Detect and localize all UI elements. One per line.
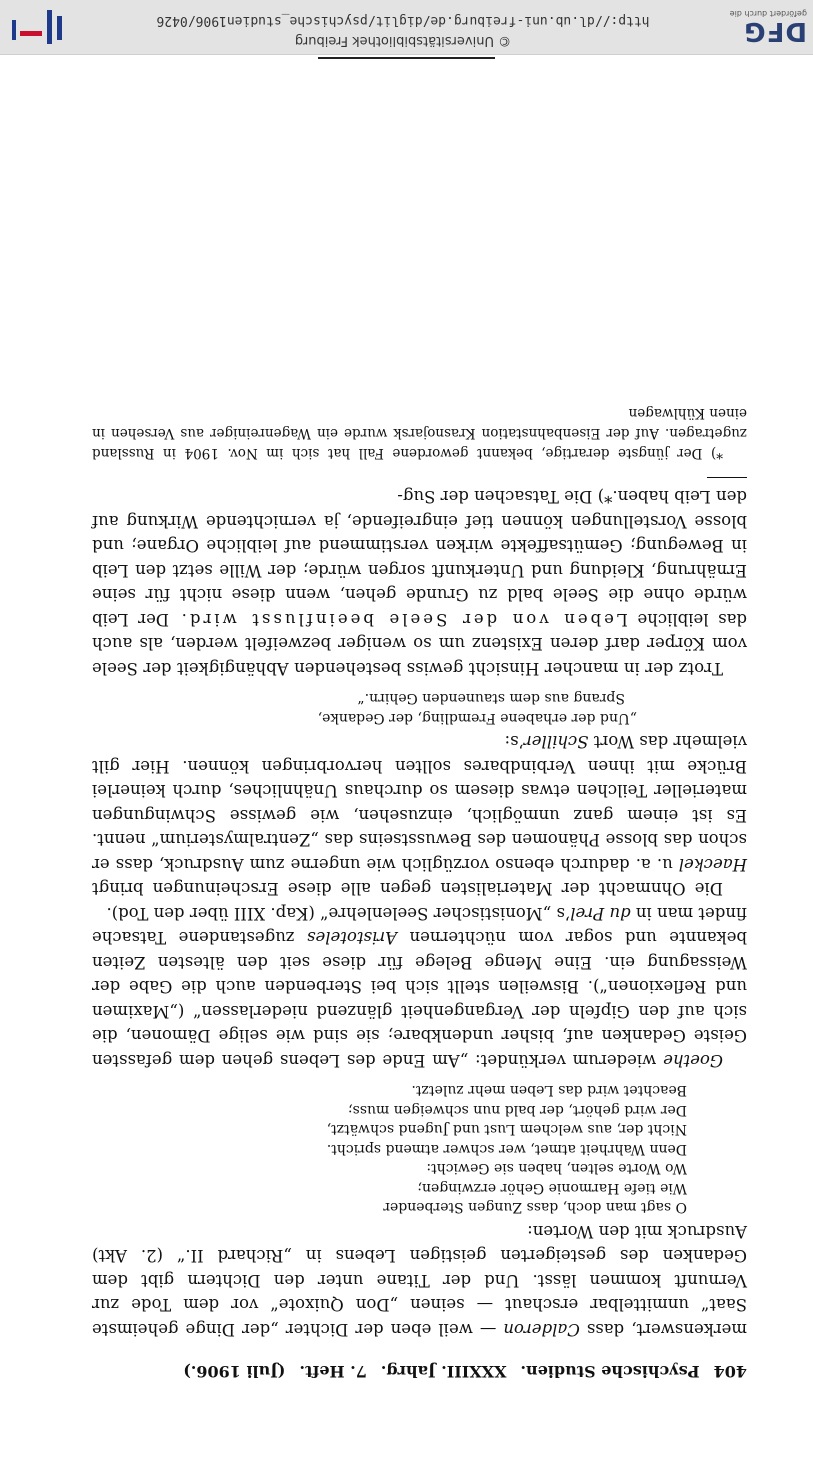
verse-line: „Und der erhabene Fremdling, der Gedanke, bbox=[317, 710, 637, 726]
text-run: Die Ohnmacht der Materialisten gegen alle diese Erscheinungen bringt bbox=[92, 879, 723, 899]
footnote: *) Der jüngste derartige, bekannt gewordene Fall hat sich im Nov. 1904 in Russland zugetragen. Auf der Eisenbahnstation Krasnojarsk wurde ein Wagenreiniger aus Versehen in einen Kühlwagen bbox=[92, 405, 747, 462]
issue: 7. Heft. bbox=[299, 1362, 367, 1381]
verse-line: Wo Worte selten, haben sie Gewicht: bbox=[426, 1160, 687, 1177]
paragraph-4 bbox=[92, 484, 747, 680]
paragraph-1 bbox=[92, 1219, 747, 1342]
page-content bbox=[92, 390, 747, 1383]
dfg-logo-text: DFG bbox=[743, 16, 807, 46]
separator-line bbox=[318, 57, 495, 59]
verse-line: Der wird gehört, der bald nun schweigen muss; bbox=[347, 1102, 687, 1118]
running-header bbox=[92, 1359, 747, 1383]
emphasis: du Prel bbox=[570, 904, 631, 923]
emphasis: Schiller bbox=[523, 732, 589, 752]
text-run: ’s: bbox=[504, 732, 524, 752]
journal-title: Psychische Studien. bbox=[520, 1362, 700, 1381]
text-run: Der Leib würde ohne die Seele bald zu Grunde gehen, wenn diese nicht für seine Ernährung, Kleidung und Unterkunft sorgen würde; der Wille setzt den Leib in Bewegung; Gemütsaffekte wirken verstimmend auf leibliche Organe; und blosse Vorstellungen können tief eingreifende, ja vernichtende Wirkung auf den Leib haben.*) Die Tatsachen der Sug- bbox=[92, 487, 747, 629]
text-run: ’s „Monistischer Seelenlehre“ (Kap. XIII über den Tod). bbox=[106, 904, 571, 923]
emphasis: Goethe bbox=[663, 1051, 723, 1070]
text-run: u. a. dadurch ebenso vorzüglich wie ungerne zum Ausdruck, dass er schon das blosse Phänomen des Bewusstseins das „Zentralmysterium“ nennt. Es ist einem ganz unmöglich, einzusehen, wie gewisse Schwingungen materieller Teilchen etwas diesem so durchaus Unähnliches, durch keinerlei Brücke mit ihnen Verbindbares sollten hervorbringen können. Hier gilt vielmehr das Wort bbox=[92, 732, 747, 874]
source-url-link[interactable]: http://dl.ub.uni-freiburg.de/diglit/psychische_studien1906/0426 bbox=[156, 13, 650, 28]
verse-quote bbox=[92, 1080, 687, 1217]
verse-quote-2 bbox=[92, 688, 637, 727]
copyright-text: © Universitätsbibliothek Freiburg bbox=[294, 33, 512, 48]
text-run: wiederum verkündet: „Am Ende des Lebens gehen dem gefassten Geiste Gedanken auf, bisher undenkbare; sie sind wie selige Dämonen, die sich auf den Gipfeln der Vergangenheit glänzend niederlassen“ („Maximen und Reflexionen“). Bisweilen stellt sich bei Sterbenden auch die Gabe der Weissagung ein. Eine Menge Belege für diese seit den ältesten Zeiten bekannte und sogar vom nüchternen bbox=[92, 928, 747, 1070]
verse-line: Nicht der, aus welchem Lust und Jugend schwätzt, bbox=[326, 1121, 687, 1138]
page-number: 404 bbox=[713, 1362, 747, 1381]
footer-info bbox=[113, 10, 693, 50]
emphasis: Haeckel bbox=[678, 855, 747, 874]
text-run: zugestandene Tatsache findet man in bbox=[92, 904, 747, 948]
verse-line: Sprang aus dem staunenden Gehirn.“ bbox=[357, 690, 625, 707]
paragraph-2 bbox=[92, 901, 747, 1073]
emphasis: Calderon bbox=[503, 1320, 580, 1339]
text-run: merkenswert, dass bbox=[579, 1320, 747, 1339]
verse-line: Denn Wahrheit atmet, wer schwer atmend spricht. bbox=[326, 1141, 687, 1157]
dfg-logo-caption: gefördert durch die bbox=[729, 9, 807, 18]
dfg-logo[interactable] bbox=[727, 8, 807, 44]
footer-bar bbox=[0, 0, 813, 55]
volume: XXXIII. Jahrg. bbox=[380, 1362, 507, 1381]
footnote-rule bbox=[707, 477, 747, 478]
emphasis: Aristoteles bbox=[307, 928, 398, 948]
verse-line: Wie tiefe Harmonie Gehör erzwingen; bbox=[417, 1180, 687, 1196]
issue-date: (Juli 1906.) bbox=[183, 1362, 286, 1381]
text-run: — weil eben der Dichter „der Dinge geheimste Saat“ unmittelbar erschaut — seinen „Don Quixote“ vor dem Tode zur Vernunft kommen lässt. Und der Titane unter den Dichtern gibt dem Gedanken des gesteigerten geistigen Lebens in „Richard II.“ (2. Akt) Ausdruck mit den Worten: bbox=[92, 1222, 747, 1339]
library-logo-icon[interactable] bbox=[8, 8, 68, 44]
paragraph-3 bbox=[92, 729, 747, 901]
text-run: Trotz der in mancher Hinsicht gewiss bestehenden Abhängigkeit der Seele vom Körper darf deren Existenz um so weniger bezweifelt werden, als auch das leibliche bbox=[92, 610, 747, 678]
spaced-emphasis: Leben von der Seele beeinflusst wird. bbox=[178, 610, 628, 629]
verse-line: O sagt man doch, dass Zungen Sterbender bbox=[383, 1199, 687, 1216]
verse-line: Beachtet wird das Leben mehr zuletzt. bbox=[411, 1082, 687, 1099]
